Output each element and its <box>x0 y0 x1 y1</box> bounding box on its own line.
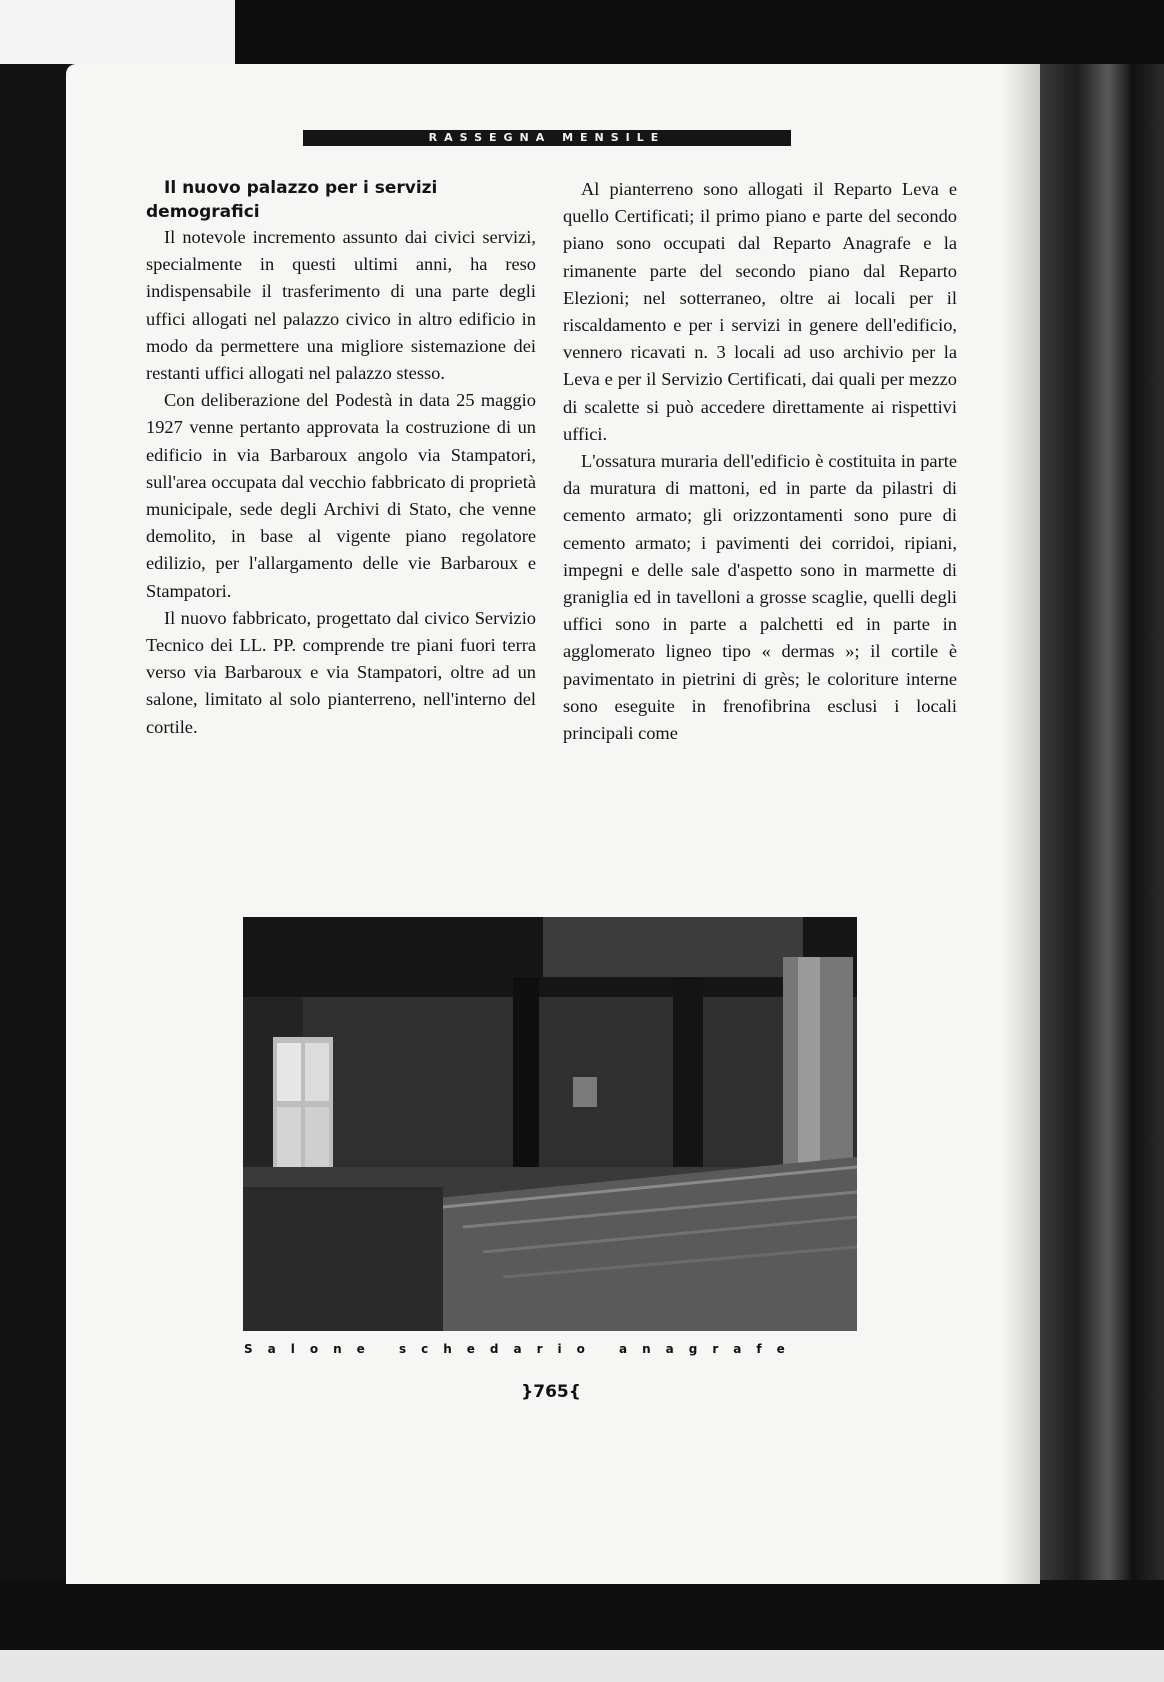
paragraph: Il nuovo fabbricato, progettato dal civico Servizio Tecnico dei LL. PP. comprende tre piani fuori terra verso via Barbaroux e via Stampatori, oltre ad un salone, limitato al solo pianterreno, nell'interno del cortile. <box>146 607 536 737</box>
paragraph: L'ossatura muraria dell'edificio è costituita in parte da muratura di mattoni, ed in parte da pilastri di cemento armato; gli orizzontamenti sono pure di cemento armato; i pavimenti dei corridoi, ripiani, impegni e delle sale d'aspetto sono in marmette di graniglia ed in tavelloni a grosse scaglie, quelli degli uffici sono in parte a palchetti ed in parte in agglomerato ligneo tipo « dermas »; il cortile è pavimentato in pietrini di grès; le coloriture interne sono eseguite in frenofibrina esclusi i locali principali come <box>563 451 957 744</box>
running-head: RASSEGNA MENSILE <box>303 130 791 146</box>
paragraph: Il notevole incremento assunto dai civici servizi, specialmente in questi ultimi anni, ha reso indispensabile il trasferimento di una parte degli uffici allogati nel palazzo civico in altro edificio in modo da permettere una migliore sistemazione dei restanti uffici allogati nel palazzo stesso. <box>146 227 536 384</box>
paragraph: Al pianterreno sono allogati il Reparto Leva e quello Certificati; il primo piano e parte del secondo piano sono occupati dal Reparto Anagrafe e la rimanente parte del secondo piano dal Reparto Elezioni; nel sotterraneo, oltre ai locali per il riscaldamento e per i servizi in genere dell'edificio, vennero ricavati n. 3 locali ad uso archivio per la Leva e per il Servizio Certificati, dai quali per mezzo di scalette si può accedere direttamente ai rispettivi uffici. <box>563 179 957 444</box>
scan-dark-band-left <box>0 70 66 1630</box>
paragraph: Con deliberazione del Podestà in data 25 maggio 1927 venne pertanto approvata la costruzione di un edificio in via Barbaroux angolo via Stampatori, sull'area occupata dal vecchio fabbricato di proprietà municipale, sede degli Archivi di Stato, che venne demolito, in base al vigente piano regolatore edilizio, per l'allargamento delle vie Barbaroux e Stampatori. <box>146 390 536 601</box>
page-number-value: 765 <box>533 1382 569 1402</box>
photo-drawing <box>243 917 857 1331</box>
article-title: Il nuovo palazzo per i servizi demografici <box>146 178 438 222</box>
document-page <box>66 64 1040 1584</box>
page-number: }765{ <box>521 1382 581 1402</box>
right-column <box>563 176 957 747</box>
photo-caption: Salone schedario anagrafe <box>244 1342 800 1356</box>
hall-photograph <box>243 917 857 1331</box>
scan-margin-bottom <box>0 1650 1164 1682</box>
page-gutter-shadow <box>1002 64 1040 1584</box>
book-spine-edge <box>1040 64 1164 1584</box>
left-column <box>146 176 536 741</box>
scan-dark-band-top <box>235 0 1164 64</box>
